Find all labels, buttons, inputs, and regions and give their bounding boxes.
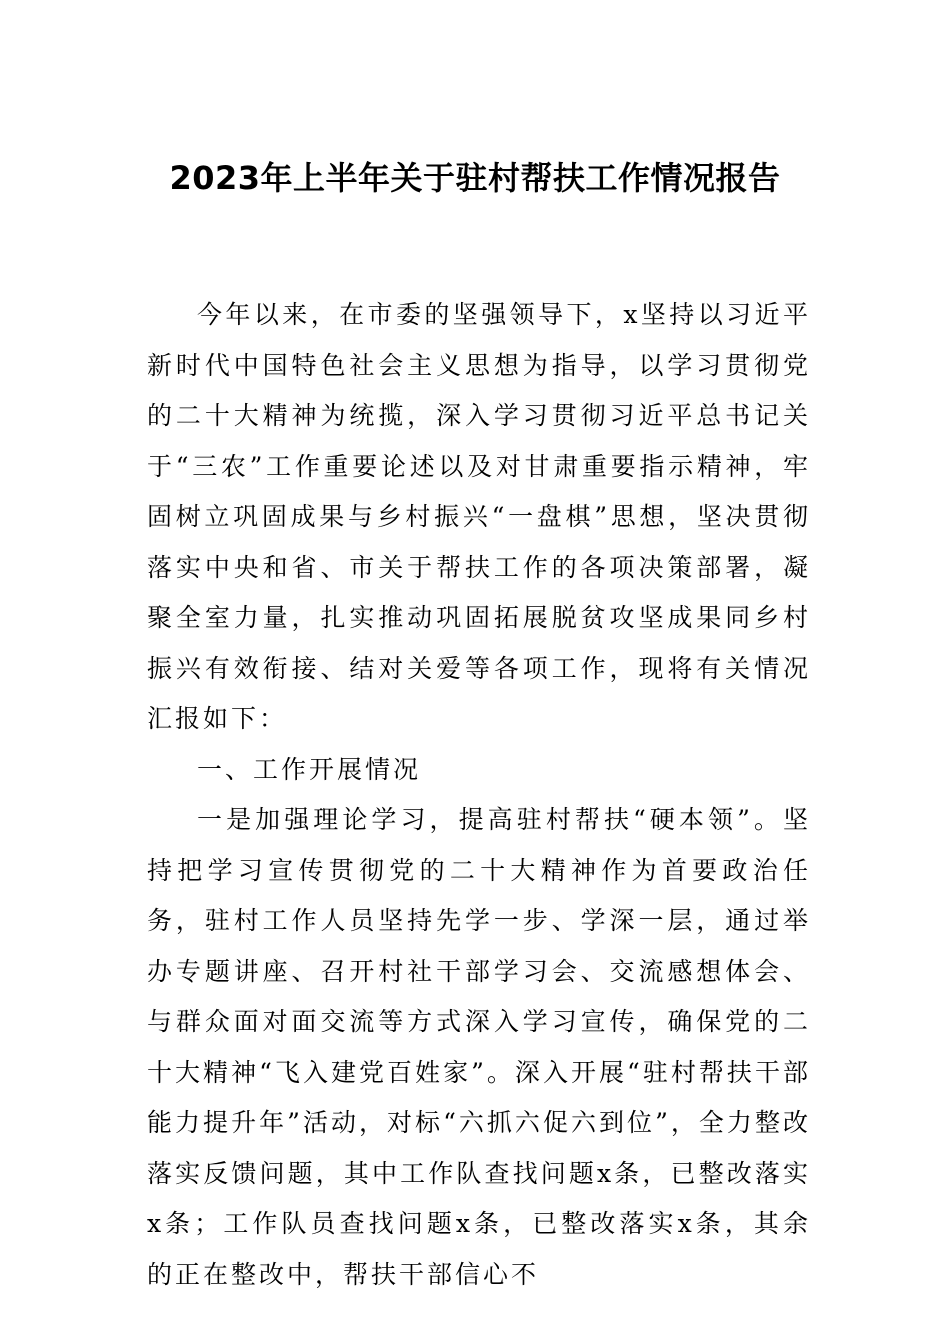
document-title: 2023年上半年关于驻村帮扶工作情况报告 [169, 159, 781, 197]
body-paragraph: 一是加强理论学习，提高驻村帮扶“硬本领”。坚持把学习宣传贯彻党的二十大精神作为首要政治任务，驻村工作人员坚持先学一步、学深一层，通过举办专题讲座、召开村社干部学习会、交流感想体会、与群众面对面交流等方式深入学习宣传，确保党的二十大精神“飞入建党百姓家”。深入开展“驻村帮扶干部能力提升年”活动，对标“六抓六促六到位”，全力整改落实反馈问题，其中工作队查找问题x条，已整改落实x条；工作队员查找问题x条，已整改落实x条，其余的正在整改中，帮扶干部信心不 [147, 805, 811, 1289]
document-body [147, 290, 811, 1300]
section-heading: 一、工作开展情况 [197, 754, 422, 784]
intro-paragraph: 今年以来，在市委的坚强领导下，x坚持以习近平新时代中国特色社会主义思想为指导，以学习贯彻党的二十大精神为统揽，深入学习贯彻习近平总书记关于“三农”工作重要论述以及对甘肃重要指示精神，牢固树立巩固成果与乡村振兴“一盘棋”思想，坚决贯彻落实中央和省、市关于帮扶工作的各项决策部署，凝聚全室力量，扎实推动巩固拓展脱贫攻坚成果同乡村振兴有效衔接、结对关爱等各项工作，现将有关情况汇报如下： [147, 300, 811, 733]
